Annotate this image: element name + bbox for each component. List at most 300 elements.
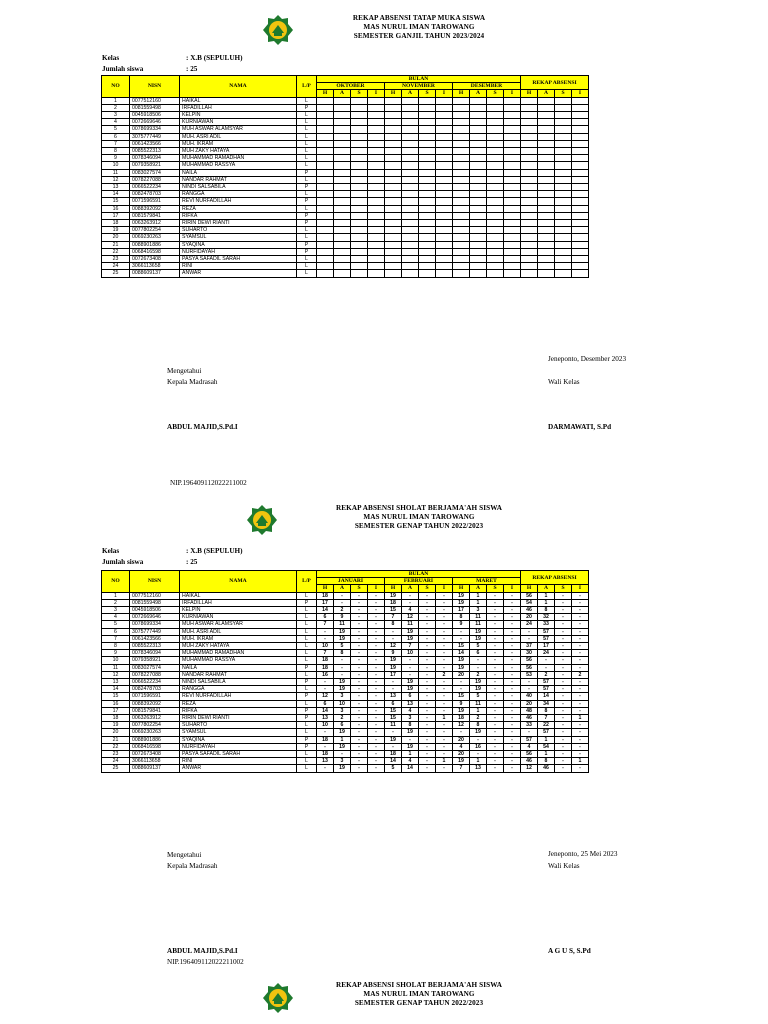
cell-value: - [436, 635, 453, 642]
cell-lp: L [297, 765, 317, 772]
cell-value: 19 [402, 686, 419, 693]
cell-value: 18 [453, 715, 470, 722]
cell-value: 57 [521, 736, 538, 743]
cell-value [572, 119, 589, 126]
cell-lp: P [297, 241, 317, 248]
cell-value: 1 [538, 751, 555, 758]
kelas-label: Kelas [102, 547, 120, 555]
sub-header-h: H [521, 90, 538, 97]
cell-value [521, 133, 538, 140]
cell-value: 20 [521, 700, 538, 707]
cell-value [538, 155, 555, 162]
sub-header-a: A [470, 90, 487, 97]
cell-value: - [436, 751, 453, 758]
cell-value: - [334, 592, 351, 599]
cell-value: - [572, 621, 589, 628]
cell-value [487, 212, 504, 219]
table-row [102, 212, 589, 219]
cell-value [419, 133, 436, 140]
cell-value [419, 205, 436, 212]
cell-value [487, 126, 504, 133]
cell-value: 13 [385, 693, 402, 700]
cell-value [419, 155, 436, 162]
cell-value: - [504, 693, 521, 700]
cell-value: - [487, 736, 504, 743]
cell-value: 4 [402, 707, 419, 714]
cell-value [368, 205, 385, 212]
cell-value: 1 [538, 599, 555, 606]
cell-value [555, 191, 572, 198]
cell-value: 19 [334, 686, 351, 693]
wali-name: A G U S, S.Pd [548, 947, 591, 955]
cell-value: - [504, 635, 521, 642]
cell-value: - [368, 700, 385, 707]
cell-value [470, 126, 487, 133]
cell-nama: RINI [180, 758, 297, 765]
cell-value: - [555, 628, 572, 635]
cell-value: - [572, 607, 589, 614]
cell-value: 46 [521, 607, 538, 614]
cell-value: - [487, 686, 504, 693]
cell-value: - [351, 715, 368, 722]
cell-value: - [555, 592, 572, 599]
cell-no: 11 [102, 664, 130, 671]
col-lp: L/P [297, 76, 317, 98]
cell-value: 6 [317, 614, 334, 621]
cell-no: 17 [102, 212, 130, 219]
cell-nama: SYAQINA [180, 241, 297, 248]
cell-lp: L [297, 686, 317, 693]
cell-value: - [555, 599, 572, 606]
cell-value [436, 205, 453, 212]
cell-value: - [487, 707, 504, 714]
table-row [102, 270, 589, 277]
cell-nisn: 0088901886 [130, 241, 180, 248]
cell-value: - [351, 650, 368, 657]
cell-nama: REVI NURFADILLAH [180, 693, 297, 700]
cell-value: - [555, 664, 572, 671]
cell-nama: NANDAR RAHMAT [180, 671, 297, 678]
cell-value: 16 [470, 743, 487, 750]
table-row [102, 707, 589, 714]
cell-value [368, 176, 385, 183]
cell-no: 19 [102, 227, 130, 234]
cell-value [555, 155, 572, 162]
cell-value: - [351, 592, 368, 599]
cell-value: 13 [470, 765, 487, 772]
cell-value [436, 119, 453, 126]
cell-value [436, 212, 453, 219]
cell-nisn: 0082478703 [130, 191, 180, 198]
title-line: REKAP ABSENSI TATAP MUKA SISWA [352, 14, 486, 22]
cell-value: 9 [334, 614, 351, 621]
cell-no: 2 [102, 599, 130, 606]
cell-value [555, 256, 572, 263]
cell-value: - [504, 607, 521, 614]
cell-value: 12 [385, 643, 402, 650]
cell-value [368, 119, 385, 126]
cell-value: - [453, 686, 470, 693]
cell-nisn: 0085522313 [130, 148, 180, 155]
cell-value: 3 [334, 693, 351, 700]
cell-value [453, 133, 470, 140]
cell-value: 1 [572, 715, 589, 722]
cell-value: - [453, 635, 470, 642]
cell-value [436, 191, 453, 198]
cell-value: - [436, 628, 453, 635]
cell-value [555, 184, 572, 191]
sub-header-a: A [538, 585, 555, 592]
cell-nama: NAILA [180, 169, 297, 176]
cell-value [436, 140, 453, 147]
cell-value [385, 126, 402, 133]
cell-nama: SUHARTO [180, 227, 297, 234]
cell-value [555, 205, 572, 212]
cell-value [351, 227, 368, 234]
cell-value: 9 [385, 650, 402, 657]
jumlah-label: Jumlah siswa [102, 558, 144, 566]
cell-value: - [572, 729, 589, 736]
cell-value: 30 [521, 650, 538, 657]
cell-value: - [351, 671, 368, 678]
cell-value [504, 212, 521, 219]
sub-header-s: S [487, 585, 504, 592]
cell-value [419, 198, 436, 205]
table-row [102, 176, 589, 183]
cell-nisn: 0066522234 [130, 679, 180, 686]
cell-value: - [419, 599, 436, 606]
cell-value: - [419, 765, 436, 772]
cell-value [436, 162, 453, 169]
cell-value: - [334, 599, 351, 606]
cell-value [538, 97, 555, 104]
col-nama: NAMA [180, 571, 297, 593]
cell-value [521, 184, 538, 191]
cell-value: - [504, 657, 521, 664]
cell-lp: L [297, 155, 317, 162]
cell-nama: MUH. ASRI ADIL [180, 628, 297, 635]
cell-value [351, 241, 368, 248]
cell-nama: MUH ZAKY HATAYA [180, 643, 297, 650]
cell-value: - [351, 628, 368, 635]
cell-value [504, 263, 521, 270]
cell-nisn: 0077802254 [130, 227, 180, 234]
cell-value [487, 104, 504, 111]
cell-value: - [334, 671, 351, 678]
cell-nisn: 0068416598 [130, 743, 180, 750]
cell-value [436, 148, 453, 155]
cell-value: - [555, 614, 572, 621]
cell-value: 4 [402, 607, 419, 614]
cell-value [470, 184, 487, 191]
cell-value: 8 [453, 614, 470, 621]
cell-value: - [504, 650, 521, 657]
cell-lp: L [297, 650, 317, 657]
cell-value [572, 248, 589, 255]
cell-value [385, 256, 402, 263]
cell-nama: MUH. ASRI ADIL [180, 133, 297, 140]
cell-value [538, 256, 555, 263]
cell-value [538, 263, 555, 270]
cell-value: 19 [385, 736, 402, 743]
cell-value: - [487, 700, 504, 707]
cell-no: 17 [102, 707, 130, 714]
table-row [102, 686, 589, 693]
cell-lp: P [297, 599, 317, 606]
cell-value: 15 [453, 643, 470, 650]
cell-value [351, 169, 368, 176]
cell-value: 19 [453, 599, 470, 606]
cell-value: - [351, 664, 368, 671]
cell-value [402, 248, 419, 255]
cell-value [504, 133, 521, 140]
cell-value [538, 220, 555, 227]
cell-value [521, 162, 538, 169]
cell-value [368, 263, 385, 270]
cell-nama: MUH. IKRAM [180, 140, 297, 147]
cell-value: 11 [470, 700, 487, 707]
cell-value: - [436, 693, 453, 700]
table-row [102, 148, 589, 155]
cell-value [351, 191, 368, 198]
cell-value [402, 112, 419, 119]
cell-value [470, 140, 487, 147]
cell-value: - [538, 657, 555, 664]
cell-value [351, 234, 368, 241]
cell-value: - [470, 657, 487, 664]
cell-value [368, 155, 385, 162]
title-line: REKAP ABSENSI SHOLAT BERJAMA'AH SISWA [336, 504, 502, 512]
cell-value [334, 227, 351, 234]
col-nisn: NISN [130, 76, 180, 98]
cell-value: - [555, 751, 572, 758]
cell-value [555, 176, 572, 183]
cell-value: 18 [317, 657, 334, 664]
cell-value [470, 212, 487, 219]
cell-value [487, 227, 504, 234]
cell-no: 5 [102, 621, 130, 628]
sub-header-s: S [419, 90, 436, 97]
cell-value [351, 220, 368, 227]
cell-no: 25 [102, 270, 130, 277]
cell-lp: L [297, 263, 317, 270]
cell-value: - [504, 614, 521, 621]
cell-value: - [368, 635, 385, 642]
cell-value: - [419, 671, 436, 678]
table-row [102, 751, 589, 758]
table-row [102, 112, 589, 119]
month-header: OKTOBER [317, 83, 385, 90]
mengetahui-label: Mengetahui [167, 367, 202, 375]
cell-value: 19 [385, 592, 402, 599]
cell-value [351, 126, 368, 133]
cell-value [317, 270, 334, 277]
cell-lp: L [297, 126, 317, 133]
cell-value [487, 162, 504, 169]
cell-value [487, 169, 504, 176]
cell-value [385, 112, 402, 119]
cell-value: - [487, 743, 504, 750]
cell-value: - [504, 743, 521, 750]
cell-value: 5 [470, 643, 487, 650]
cell-nisn: 0068416598 [130, 248, 180, 255]
cell-value: 54 [538, 743, 555, 750]
cell-value [402, 104, 419, 111]
cell-nisn: 0078699334 [130, 621, 180, 628]
cell-value: 18 [317, 664, 334, 671]
cell-nama: REVI NURFADILLAH [180, 198, 297, 205]
cell-value: 4 [402, 758, 419, 765]
cell-no: 19 [102, 722, 130, 729]
cell-value [453, 97, 470, 104]
cell-value: 46 [521, 758, 538, 765]
cell-lp: L [297, 234, 317, 241]
cell-value: - [317, 628, 334, 635]
cell-lp: L [297, 700, 317, 707]
cell-no: 10 [102, 162, 130, 169]
cell-value: 1 [470, 758, 487, 765]
cell-value: - [487, 621, 504, 628]
table-row [102, 765, 589, 772]
cell-lp: L [297, 270, 317, 277]
cell-value: - [555, 736, 572, 743]
cell-no: 9 [102, 650, 130, 657]
cell-value: 3 [334, 758, 351, 765]
cell-nama: HAIKAL [180, 97, 297, 104]
cell-value: 18 [317, 736, 334, 743]
cell-value: 19 [402, 635, 419, 642]
cell-no: 18 [102, 715, 130, 722]
cell-lp: P [297, 715, 317, 722]
cell-value: 10 [317, 643, 334, 650]
cell-value [470, 198, 487, 205]
cell-value: 12 [521, 765, 538, 772]
cell-value [521, 205, 538, 212]
cell-value: - [402, 736, 419, 743]
cell-value: - [351, 657, 368, 664]
cell-value: - [504, 722, 521, 729]
month-header: MARET [453, 578, 521, 585]
cell-value [504, 227, 521, 234]
cell-value: 19 [334, 729, 351, 736]
cell-value: - [436, 686, 453, 693]
cell-nama: MUH ASWAR ALAMSYAR [180, 621, 297, 628]
cell-value [419, 212, 436, 219]
cell-value [521, 220, 538, 227]
cell-value: 24 [521, 621, 538, 628]
cell-value [419, 241, 436, 248]
cell-value: - [504, 751, 521, 758]
cell-value: - [487, 715, 504, 722]
cell-value: - [504, 700, 521, 707]
cell-value: - [351, 736, 368, 743]
cell-value: 17 [317, 599, 334, 606]
cell-value: - [521, 686, 538, 693]
cell-value: - [504, 664, 521, 671]
table-row [102, 722, 589, 729]
cell-value: 5 [385, 765, 402, 772]
cell-value [487, 97, 504, 104]
cell-value [487, 119, 504, 126]
cell-value: - [402, 664, 419, 671]
cell-nisn: 0045918506 [130, 607, 180, 614]
cell-value: - [470, 751, 487, 758]
cell-value [504, 176, 521, 183]
cell-value [521, 112, 538, 119]
cell-value: - [555, 765, 572, 772]
cell-value: 56 [521, 664, 538, 671]
cell-value [470, 97, 487, 104]
cell-nisn: 3075777449 [130, 133, 180, 140]
cell-value: 6 [334, 722, 351, 729]
cell-value [317, 184, 334, 191]
cell-value [317, 176, 334, 183]
cell-value: 19 [453, 758, 470, 765]
cell-value [453, 126, 470, 133]
cell-value: - [436, 650, 453, 657]
cell-value: - [351, 729, 368, 736]
cell-value: 19 [334, 628, 351, 635]
cell-value [385, 104, 402, 111]
cell-value [385, 133, 402, 140]
cell-value [419, 112, 436, 119]
cell-value: 10 [402, 650, 419, 657]
cell-lp: P [297, 212, 317, 219]
cell-value: - [487, 729, 504, 736]
sub-header-i: I [572, 90, 589, 97]
title-line: REKAP ABSENSI SHOLAT BERJAMA'AH SISWA [336, 981, 502, 989]
cell-value [504, 119, 521, 126]
cell-value [317, 234, 334, 241]
nip: NIP.196409112022211002 [170, 479, 247, 487]
cell-value [470, 112, 487, 119]
cell-nama: RIFKA [180, 212, 297, 219]
cell-nama: SYAMSUL [180, 729, 297, 736]
cell-value [521, 248, 538, 255]
cell-lp: L [297, 97, 317, 104]
cell-value: 15 [385, 607, 402, 614]
cell-value [572, 140, 589, 147]
cell-value: 5 [470, 693, 487, 700]
cell-value [572, 241, 589, 248]
cell-value [538, 133, 555, 140]
cell-value: - [572, 643, 589, 650]
table-row [102, 650, 589, 657]
cell-value [334, 176, 351, 183]
kelas-value: : X.B (SEPULUH) [186, 54, 243, 62]
cell-nisn: 3075777449 [130, 628, 180, 635]
cell-value [436, 184, 453, 191]
cell-value: 22 [538, 722, 555, 729]
cell-value: - [572, 599, 589, 606]
cell-value [436, 270, 453, 277]
cell-value [419, 126, 436, 133]
cell-value [538, 205, 555, 212]
cell-value [521, 140, 538, 147]
cell-value [334, 112, 351, 119]
cell-lp: L [297, 621, 317, 628]
cell-value [385, 184, 402, 191]
cell-value [572, 104, 589, 111]
cell-value [385, 155, 402, 162]
cell-value [555, 119, 572, 126]
cell-no: 24 [102, 263, 130, 270]
cell-value [385, 140, 402, 147]
cell-nama: MUH ASWAR ALAMSYAR [180, 126, 297, 133]
cell-lp: P [297, 169, 317, 176]
cell-value: - [572, 751, 589, 758]
cell-value [538, 176, 555, 183]
